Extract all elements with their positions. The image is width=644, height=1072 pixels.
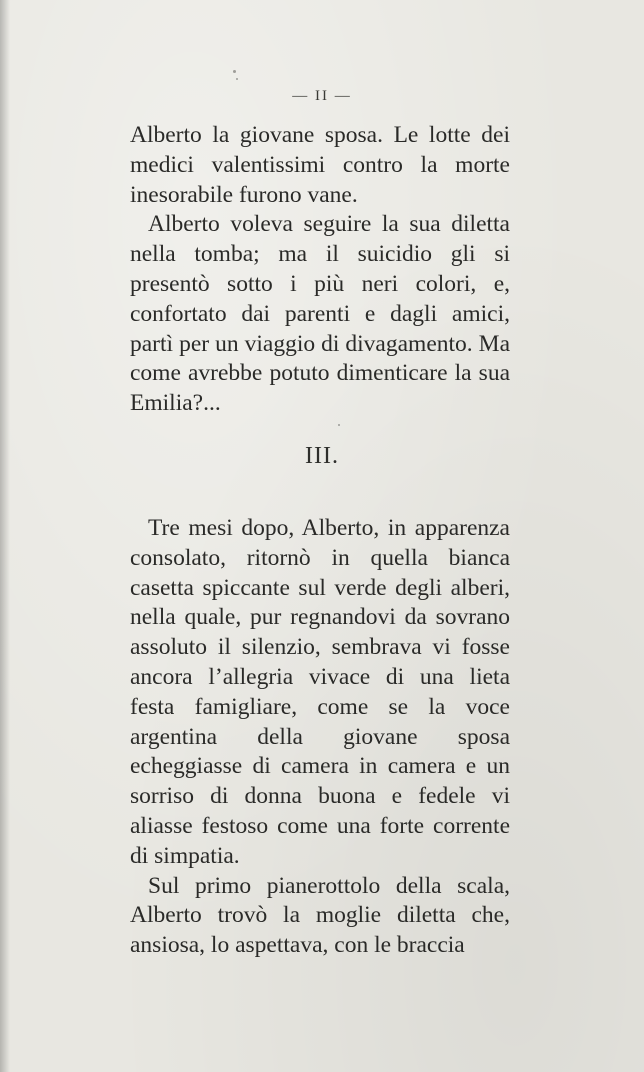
text-block-bottom <box>130 514 510 961</box>
paragraph: Sul primo pianerottolo della scala, Alberto trovò la moglie diletta che, ansiosa, lo aspettava, con le braccia <box>130 872 510 959</box>
page-number: — II — <box>292 88 352 104</box>
spine-shadow <box>0 0 10 1072</box>
section-heading: III. <box>305 443 339 469</box>
paper-speck <box>236 78 238 80</box>
text-block-top <box>130 121 510 419</box>
paper-speck <box>233 70 236 73</box>
paragraph: Alberto voleva seguire la sua diletta nella tomba; ma il suicidio gli si presentò sotto i più neri colori, e, confortato dai parenti e dagli amici, partì per un viaggio di divagamento. Ma come avrebbe potuto dimenticare la sua Emilia?... <box>130 211 510 417</box>
paragraph: Alberto la giovane sposa. Le lotte dei medici valentissimi contro la morte inesorabile furono vane. <box>130 122 510 208</box>
paragraph: Tre mesi dopo, Alberto, in apparenza consolato, ritornò in quella bianca casetta spiccante sul verde degli alberi, nella quale, pur regnandovi da sovrano assoluto il silenzio, sembrava vi fosse ancora l’allegria vivace di una lieta festa famigliare, come se la voce argentina della giovane sposa echeggiasse di camera in camera e un sorriso di donna buona e fedele vi aliasse festoso come una forte corrente di simpatia. <box>130 515 510 869</box>
paper-speck <box>338 424 340 426</box>
